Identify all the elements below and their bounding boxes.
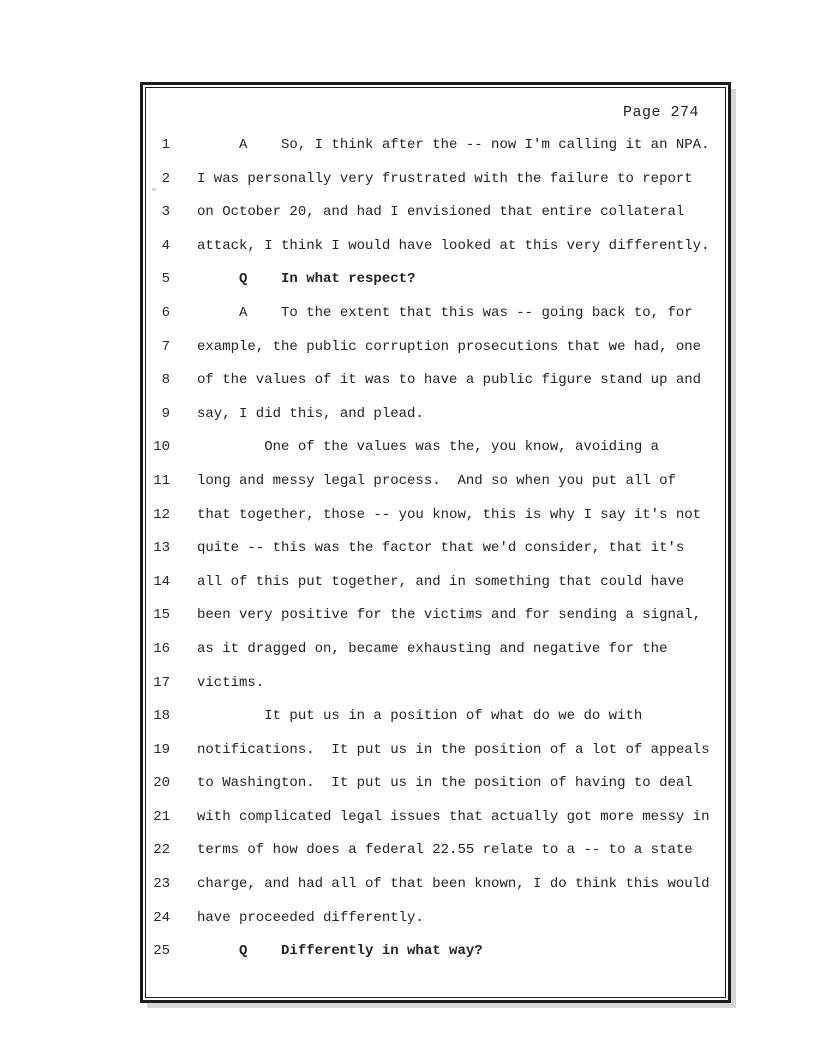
line-text: notifications. It put us in the position of a lot of appeals — [197, 741, 710, 758]
line-text: attack, I think I would have looked at this very differently. — [197, 237, 710, 254]
line-number: 2 — [161, 170, 170, 187]
transcript-line-question — [150, 270, 711, 304]
line-number: 1 — [161, 137, 170, 153]
line-number: 5 — [161, 271, 170, 288]
transcript-line — [150, 909, 711, 943]
line-text: charge, and had all of that been known, I do think this would — [197, 876, 710, 893]
transcript-line — [150, 808, 711, 842]
line-number: 17 — [153, 674, 170, 691]
transcript-line — [150, 741, 711, 775]
line-text: Q In what respect? — [197, 271, 416, 288]
line-number: 23 — [153, 876, 170, 893]
transcript-page-inner-frame — [145, 87, 726, 998]
line-number: 15 — [153, 607, 170, 624]
line-text: been very positive for the victims and for sending a signal, — [197, 607, 702, 624]
line-text: terms of how does a federal 22.55 relate to a -- to a state — [197, 842, 693, 859]
line-number: 22 — [153, 842, 170, 859]
line-text: that together, those -- you know, this is why I say it's not — [197, 506, 702, 523]
line-text: quite -- this was the factor that we'd consider, that it's — [197, 540, 685, 557]
transcript-line — [150, 707, 711, 741]
line-number: 4 — [161, 237, 170, 254]
transcript-line — [150, 674, 711, 708]
line-text: have proceeded differently. — [197, 909, 424, 926]
line-number: 6 — [161, 304, 170, 321]
line-number: 24 — [153, 909, 170, 926]
transcript-line — [150, 438, 711, 472]
scan-artifact — [152, 188, 156, 191]
line-text: A So, I think after the -- now I'm calling it an NPA. — [197, 137, 710, 153]
transcript-line — [150, 774, 711, 808]
transcript-line — [150, 472, 711, 506]
line-text: on October 20, and had I envisioned that entire collateral — [197, 204, 685, 221]
line-text: long and messy legal process. And so when you put all of — [197, 472, 676, 489]
transcript-line — [150, 841, 711, 875]
transcript-line — [150, 136, 711, 170]
transcript-line — [150, 304, 711, 338]
page-number-header: Page 274 — [622, 104, 699, 121]
line-number: 12 — [153, 506, 170, 523]
line-text: with complicated legal issues that actually got more messy in — [197, 808, 710, 825]
line-number: 11 — [153, 472, 170, 489]
line-number: 25 — [153, 943, 170, 960]
transcript-line — [150, 371, 711, 405]
line-number: 14 — [153, 573, 170, 590]
line-number: 20 — [153, 775, 170, 792]
transcript-line — [150, 539, 711, 573]
line-text: One of the values was the, you know, avoiding a — [197, 439, 660, 456]
transcript-line-question — [150, 942, 711, 976]
line-number: 13 — [153, 540, 170, 557]
line-text: victims. — [197, 674, 265, 691]
line-number: 18 — [153, 708, 170, 725]
line-text: It put us in a position of what do we do with — [197, 708, 643, 725]
line-number: 9 — [161, 405, 170, 422]
line-text: as it dragged on, became exhausting and negative for the — [197, 640, 668, 657]
transcript-line — [150, 203, 711, 237]
line-text: Q Differently in what way? — [197, 943, 483, 960]
transcript-line — [150, 405, 711, 439]
line-text: example, the public corruption prosecutions that we had, one — [197, 338, 702, 355]
line-text: of the values of it was to have a public figure stand up and — [197, 372, 702, 389]
line-number: 16 — [153, 640, 170, 657]
line-number: 3 — [161, 204, 170, 221]
line-number: 21 — [153, 808, 170, 825]
transcript-line — [150, 573, 711, 607]
line-text: I was personally very frustrated with the failure to report — [197, 170, 693, 187]
transcript-page — [140, 82, 731, 1003]
transcript-line — [150, 506, 711, 540]
line-text: A To the extent that this was -- going back to, for — [197, 304, 693, 321]
line-text: to Washington. It put us in the position of having to deal — [197, 775, 693, 792]
line-number: 10 — [153, 439, 170, 456]
line-number: 19 — [153, 741, 170, 758]
line-text: say, I did this, and plead. — [197, 405, 424, 422]
line-number: 7 — [161, 338, 170, 355]
transcript-line — [150, 875, 711, 909]
line-text: all of this put together, and in something that could have — [197, 573, 685, 590]
transcript-line — [150, 338, 711, 372]
transcript-line — [150, 640, 711, 674]
transcript-line — [150, 606, 711, 640]
line-number: 8 — [161, 372, 170, 389]
transcript-line — [150, 170, 711, 204]
transcript-body — [150, 136, 711, 976]
transcript-line — [150, 237, 711, 271]
